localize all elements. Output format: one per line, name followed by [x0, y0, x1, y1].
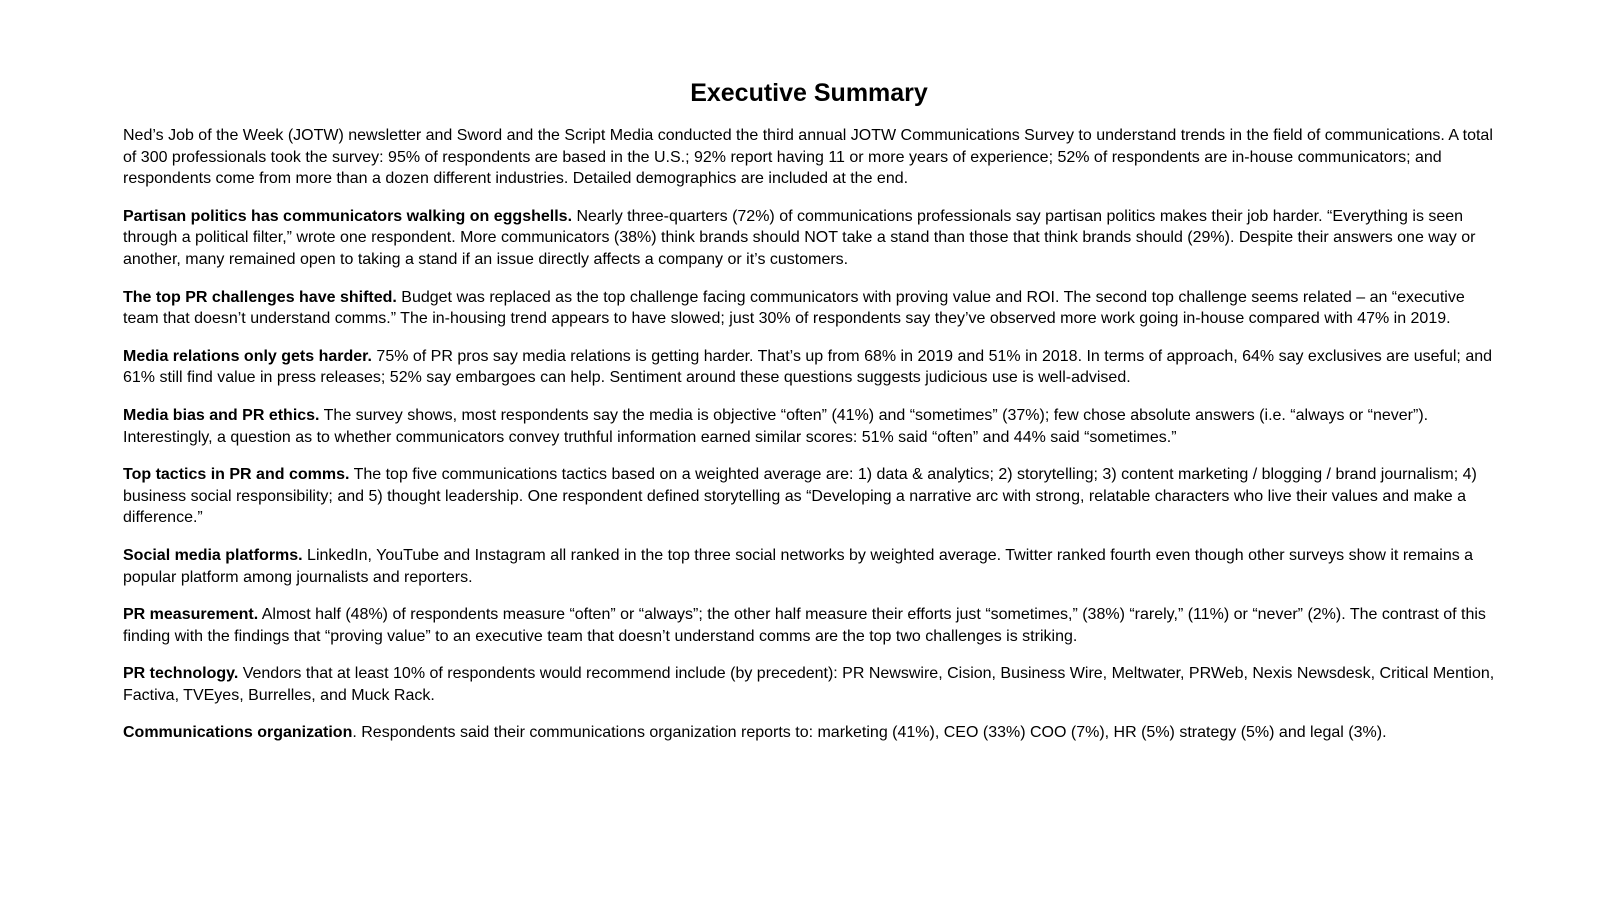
section-body: Vendors that at least 10% of respondents would recommend include (by precedent): PR Newswire, Cision, Business Wire, Meltwater, PRWeb, Nexis Newsdesk, Critical Mention, Factiva, TVEyes, Burrelles, and Muck Rack. [123, 665, 1495, 704]
section-communications-organization [123, 722, 1495, 744]
document-page [123, 78, 1495, 760]
section-media-bias [123, 405, 1495, 448]
section-body: . Respondents said their communications organization reports to: marketing (41%), CEO (33%) COO (7%), HR (5%) strategy (5%) and legal (3%). [352, 724, 1387, 742]
section-heading: Media bias and PR ethics. [123, 406, 320, 424]
section-partisan-politics [123, 206, 1495, 271]
section-body: LinkedIn, YouTube and Instagram all ranked in the top three social networks by weighted average. Twitter ranked fourth even though other surveys show it remains a popular platform among journalists and reporters. [123, 546, 1474, 586]
section-body: Nearly three-quarters (72%) of communications professionals say partisan politics makes their job harder. “Everything is seen through a political filter,” wrote one respondent. More communicators (38%) think brands should NOT take a stand than those that think brands should (29%). Despite their answers one way or another, many remained open to taking a stand if an issue directly affects a company or it’s customers. [123, 207, 1476, 268]
section-heading: The top PR challenges have shifted. [123, 288, 397, 306]
section-heading: Communications organization [123, 724, 353, 742]
section-heading: PR technology. [123, 665, 239, 683]
section-body: Budget was replaced as the top challenge facing communicators with proving value and ROI. The second top challenge seems related – an “executive team that doesn’t understand comms.” The in-housing trend appears to have slowed; just 30% of respondents say they’ve observed more work going in-house compared with 47% in 2019. [123, 288, 1465, 328]
section-pr-challenges [123, 287, 1495, 330]
section-body: The top five communications tactics based on a weighted average are: 1) data & analytics; 2) storytelling; 3) content marketing / blogging / brand journalism; 4) business social responsibility; and 5) thought leadership. One respondent defined storytelling as “Developing a narrative arc with strong, relatable characters who live their values and make a difference.” [123, 466, 1477, 527]
page-title: Executive Summary [690, 79, 928, 107]
section-social-media [123, 545, 1495, 588]
section-top-tactics [123, 464, 1495, 529]
section-heading: Media relations only gets harder. [123, 347, 372, 365]
section-pr-measurement [123, 604, 1495, 647]
section-heading: Top tactics in PR and comms. [123, 466, 350, 484]
section-body: The survey shows, most respondents say the media is objective “often” (41%) and “sometimes” (37%); few chose absolute answers (i.e. “always or “never”). Interestingly, a question as to whether communicators convey truthful information earned similar scores: 51% said “often” and 44% said “sometimes.” [123, 406, 1429, 446]
section-heading: Partisan politics has communicators walking on eggshells. [123, 207, 573, 225]
intro-paragraph: Ned’s Job of the Week (JOTW) newsletter and Sword and the Script Media conducted the third annual JOTW Communications Survey to understand trends in the field of communications. A total of 300 professionals took the survey: 95% of respondents are based in the U.S.; 92% report having 11 or more years of experience; 52% of respondents are in-house communicators; and respondents come from more than a dozen different industries. Detailed demographics are included at the end. [123, 127, 1493, 188]
section-heading: PR measurement. [123, 606, 259, 624]
section-pr-technology [123, 663, 1495, 706]
section-media-relations [123, 346, 1495, 389]
section-heading: Social media platforms. [123, 546, 303, 564]
section-body: Almost half (48%) of respondents measure “often” or “always”; the other half measure their efforts just “sometimes,” (38%) “rarely,” (11%) or “never” (2%). The contrast of this finding with the findings that “proving value” to an executive team that doesn’t understand comms are the top two challenges is striking. [123, 606, 1486, 645]
section-body: 75% of PR pros say media relations is getting harder. That’s up from 68% in 2019 and 51% in 2018. In terms of approach, 64% say exclusives are useful; and 61% still find value in press releases; 52% say embargoes can help. Sentiment around these questions suggests judicious use is well-advised. [123, 347, 1493, 387]
